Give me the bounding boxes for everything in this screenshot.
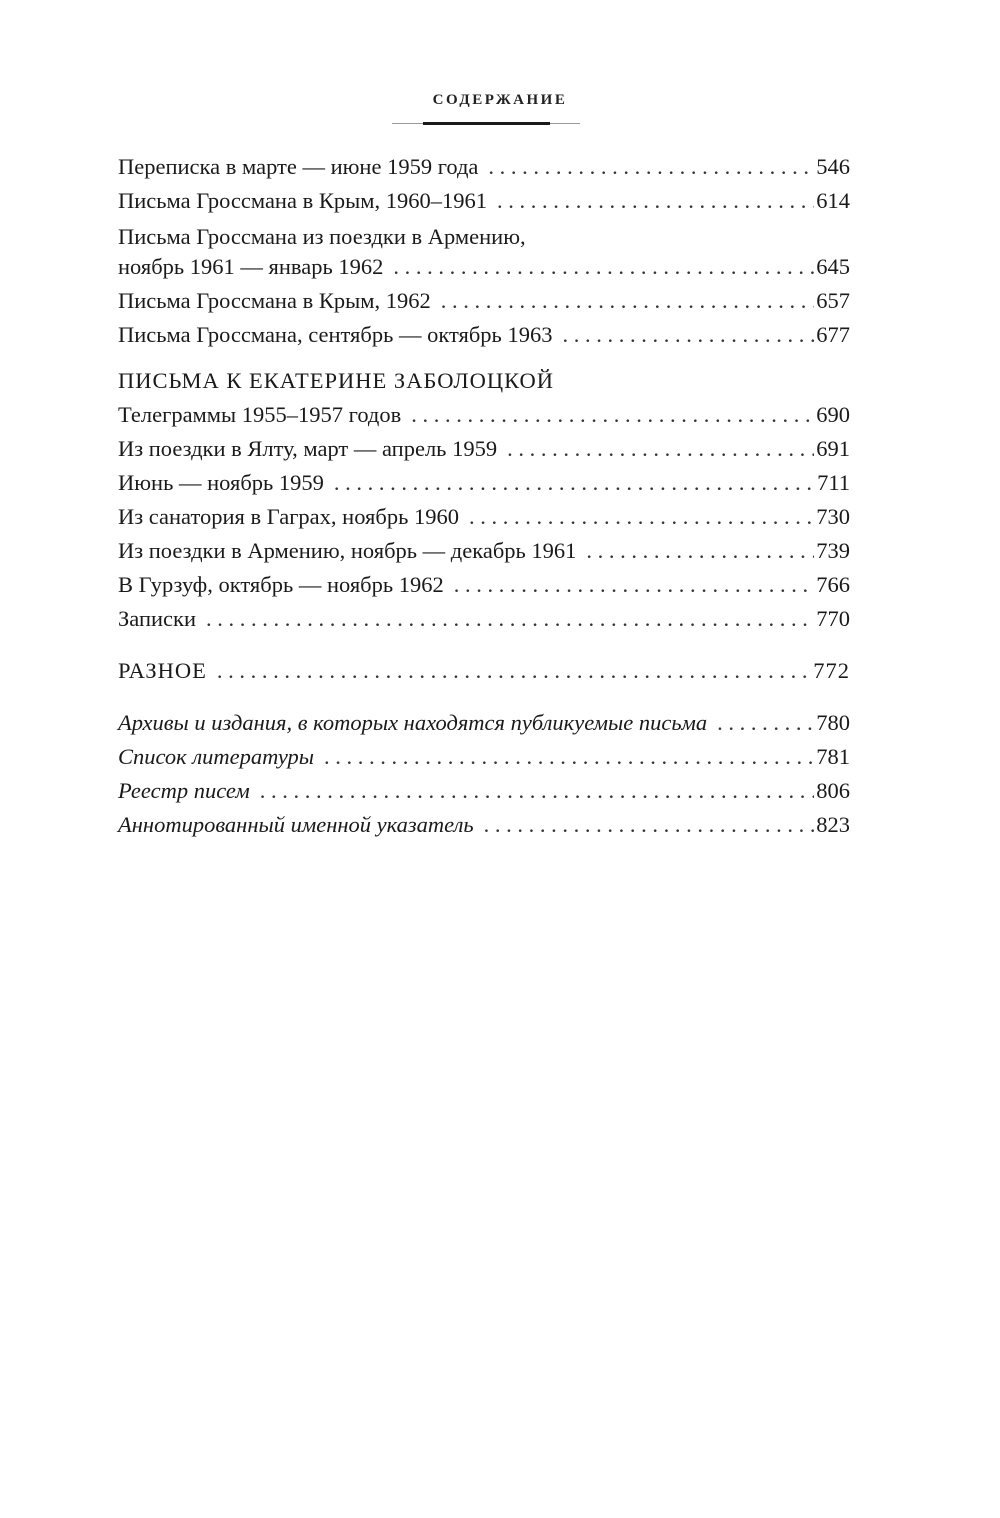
toc-entry[interactable] [118,284,850,318]
toc-entry-page: 645 [816,254,850,279]
toc-entry[interactable] [118,500,850,534]
toc-entry-title: Письма Гроссмана в Крым, 1960–1961 [118,188,487,213]
toc-entry[interactable] [118,318,850,352]
toc-entry-page: 781 [816,744,850,769]
toc-entry-title: Телеграммы 1955–1957 годов [118,402,402,427]
toc-entry-title: В Гурзуф, октябрь — ноябрь 1962 [118,572,444,597]
dot-leader [411,398,814,432]
toc-entry[interactable] [118,184,850,218]
toc-entry-title: Из поездки в Армению, ноябрь — декабрь 1961 [118,538,577,563]
toc-entry-title-line1: Письма Гроссмана из поездки в Армению, [118,224,526,249]
toc-entry[interactable] [118,706,850,740]
toc-entry-title: Письма Гроссмана в Крым, 1962 [118,288,431,313]
toc-entry-page: 739 [816,538,850,563]
dot-leader [717,706,814,740]
toc-entry-title: ноябрь 1961 — январь 1962 [118,254,384,279]
toc-entry-title: Из поездки в Ялту, март — апрель 1959 [118,436,498,461]
dot-leader [484,808,815,842]
dot-leader [454,568,814,602]
toc-entry[interactable] [118,150,850,184]
toc-entry-page: 770 [816,606,850,631]
toc-entry-title: Июнь — ноябрь 1959 [118,470,324,495]
dot-leader [507,432,814,466]
dot-leader [206,602,814,636]
toc-entry[interactable] [118,568,850,602]
toc-entry[interactable] [118,774,850,808]
dot-leader [393,250,814,284]
toc-entry-page: 766 [816,572,850,597]
toc-entry-page: 677 [816,322,850,347]
section-heading: РАЗНОЕ [118,658,207,683]
section-heading[interactable]: ПИСЬМА К ЕКАТЕРИНЕ ЗАБОЛОЦКОЙ [118,368,555,393]
toc-entry-page: 772 [813,658,850,683]
toc-entry-page: 823 [816,812,850,837]
toc-entry-title: Из санатория в Гаграх, ноябрь 1960 [118,504,459,529]
toc-entry[interactable] [118,808,850,842]
toc-entry-title: Список литературы [118,744,314,769]
dot-leader [488,150,814,184]
running-head: СОДЕРЖАНИЕ [432,92,568,108]
toc-entry[interactable] [118,602,850,636]
header-rule-accent [423,122,550,125]
toc-entry[interactable] [118,740,850,774]
dot-leader [562,318,814,352]
toc-entry-page: 690 [816,402,850,427]
toc-entry-title: Переписка в марте — июне 1959 года [118,154,479,179]
toc-entry[interactable] [118,466,850,500]
dot-leader [469,500,814,534]
toc-entry-page: 780 [816,710,850,735]
toc-entry-page: 614 [816,188,850,213]
toc-entry-title: Аннотированный именной указатель [118,812,474,837]
toc-entry-page: 546 [816,154,850,179]
toc-entry[interactable] [118,432,850,466]
toc-entry[interactable] [118,534,850,568]
toc-entry-page: 806 [816,778,850,803]
toc-entry-page: 730 [816,504,850,529]
dot-leader [324,740,814,774]
dot-leader [441,284,815,318]
toc-entry-title: Письма Гроссмана, сентябрь — октябрь 1963 [118,322,553,347]
dot-leader [217,654,811,688]
dot-leader [586,534,814,568]
toc-section-entry[interactable] [118,654,850,688]
dot-leader [260,774,815,808]
toc-entry[interactable] [118,398,850,432]
dot-leader [497,184,814,218]
toc-entry-title: Записки [118,606,197,631]
toc-entry-title: Архивы и издания, в которых находятся публикуемые письма [118,710,708,735]
toc-entry-page: 691 [816,436,850,461]
dot-leader [334,466,815,500]
table-of-contents [118,150,850,842]
toc-entry-title: Реестр писем [118,778,250,803]
toc-entry-page: 711 [817,470,850,495]
toc-entry[interactable] [118,220,850,284]
toc-entry-page: 657 [816,288,850,313]
